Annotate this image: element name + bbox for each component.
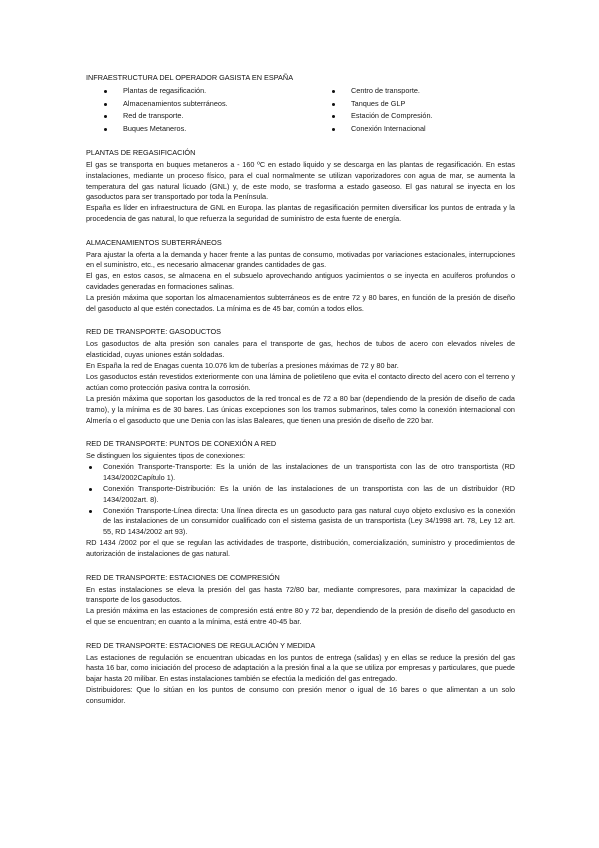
paragraph: En estas instalaciones se eleva la presión del gas hasta 72/80 bar, mediante compresores, para maximizar la capacidad de transporte de los gasoductos. [86, 584, 515, 605]
section-connection-points [86, 439, 515, 560]
list-item: Conexión Transporte-Transporte: Es la unión de las instalaciones de un transportista con las de otro transportista (RD 1434/2002Capítulo 1). [86, 462, 515, 484]
section-heading: RED DE TRANSPORTE: GASODUCTOS [86, 327, 222, 337]
list-item: Conexión Transporte-Distribución: Es la unión de las instalaciones de un transportista con las de un distribuidor (RD 1434/2002art. 8). [86, 484, 515, 506]
paragraph: La presión máxima que soportan los almacenamientos subterráneos es de entre 72 y 80 bares, en función de la presión de diseño del gasoducto al que estén conectados. La mínima es de 45 bar, común a todos ellos. [86, 293, 515, 314]
paragraph: En España la red de Enagas cuenta 10.076 km de tuberías a presiones máximas de 72 y 80 bar. [86, 361, 399, 371]
paragraph: Se distinguen los siguientes tipos de conexiones: [86, 451, 246, 461]
list-item: Red de transporte. [104, 110, 332, 123]
document-title: INFRAESTRUCTURA DEL OPERADOR GASISTA EN ESPAÑA [86, 73, 294, 82]
infrastructure-list-right [332, 85, 433, 135]
paragraph: España es líder en infraestructura de GNL en Europa. las plantas de regasificación permiten diversificar los puntos de entrada y la procedencia de gas natural, lo que refuerza la seguridad de suministro de esta fuente de energía. [86, 203, 515, 224]
paragraph: Para ajustar la oferta a la demanda y hacer frente a las puntas de consumo, motivadas por variaciones estacionales, interrupciones en el suministro, etc., es necesario almacenar grandes cantidades de gas. [86, 249, 515, 270]
paragraph: La presión máxima que soportan los gasoductos de la red troncal es de 72 a 80 bar (dependiendo de la presión de diseño de cada tramo), y la mínima es de 30 bares. Las únicas excepciones son los tramos submarinos, tales como la conexión internacional con Almería o el gasoducto que une Denia con las islas Baleares, que tienen una presión de diseño de 220 bar. [86, 393, 515, 425]
section-heading: RED DE TRANSPORTE: PUNTOS DE CONEXIÓN A RED [86, 439, 277, 449]
section-regulation-stations [86, 641, 515, 707]
paragraph: El gas se transporta en buques metaneros a - 160 ºC en estado liquido y se descarga en las plantas de regasificación. En estas instalaciones, mediante un proceso físico, para el cual normalmente se utilizan vaporizadores con agua de mar, se aumenta la temperatura del gas natural licuado (GNL) y, de este modo, se trasforma a estado gaseoso. El gas natural se inyecta en los gasoductos para ser transportado por toda la Península. [86, 159, 515, 202]
list-item: Plantas de regasificación. [104, 85, 332, 98]
infrastructure-list [86, 85, 515, 135]
paragraph: RD 1434 /2002 por el que se regulan las actividades de trasporte, distribución, comercialización, suministro y procedimientos de autorización de instalaciones de gas natural. [86, 538, 515, 559]
section-heading: ALMACENAMIENTOS SUBTERRÁNEOS [86, 237, 222, 247]
infrastructure-list-left [86, 85, 332, 135]
list-item: Tanques de GLP [332, 98, 433, 111]
list-item: Buques Metaneros. [104, 123, 332, 136]
section-underground-storage [86, 238, 515, 315]
list-item: Almacenamientos subterráneos. [104, 98, 332, 111]
paragraph: La presión máxima en las estaciones de compresión está entre 80 y 72 bar, dependiendo de la presión de diseño del gasoducto en el que se encuentran; en cuanto a la mínima, está entre 40-45 bar. [86, 606, 515, 627]
list-item: Conexión Transporte-Línea directa: Una línea directa es un gasoducto para gas natural cuyo objeto exclusivo es la conexión de las instalaciones de un consumidor cualificado con el sistema gasista de un transportista (Ley 34/1998 art. 78, Ley 12 art. 55, RD 1434/2002 art 93). [86, 506, 515, 539]
paragraph: Los gasoductos están revestidos exteriormente con una lámina de polietileno que evita el contacto directo del acero con el terreno y actúan como protección pasiva contra la corrosión. [86, 372, 515, 392]
paragraph: Los gasoductos de alta presión son canales para el transporte de gas, hechos de tubos de acero con elevados niveles de elasticidad, cuyas uniones están soldadas. [86, 339, 515, 360]
section-heading: RED DE TRANSPORTE: ESTACIONES DE COMPRESIÓN [86, 572, 280, 582]
list-item: Centro de transporte. [332, 85, 433, 98]
paragraph: Distribuidores: Que lo sitúan en los puntos de consumo con presión menor o igual de 16 bares o que alimentan a un solo consumidor. [86, 685, 515, 706]
section-regasification-plants [86, 148, 515, 225]
document-page [86, 73, 515, 707]
list-item: Conexión Internacional [332, 123, 433, 136]
section-heading: RED DE TRANSPORTE: ESTACIONES DE REGULACIÓN Y MEDIDA [86, 640, 316, 650]
connection-types-list [86, 462, 515, 538]
paragraph: Las estaciones de regulación se encuentran ubicadas en los puntos de entrega (salidas) y en ellas se reduce la presión del gas hasta 16 bar, como iniciación del proceso de adaptación a la presión final a la que se utiliza por empresas y particulares, que puede bajar hasta 20 milibar. En estas instalaciones también se efectúa la medición del gas entregado. [86, 652, 515, 684]
list-item: Estación de Compresión. [332, 110, 433, 123]
paragraph: El gas, en estos casos, se almacena en el subsuelo aprovechando antiguos yacimientos o se inyecta en acuíferos profundos o cavidades generadas en formaciones salinas. [86, 271, 515, 292]
section-heading: PLANTAS DE REGASIFICACIÓN [86, 147, 196, 157]
section-pipelines [86, 327, 515, 426]
section-compression-stations [86, 573, 515, 629]
